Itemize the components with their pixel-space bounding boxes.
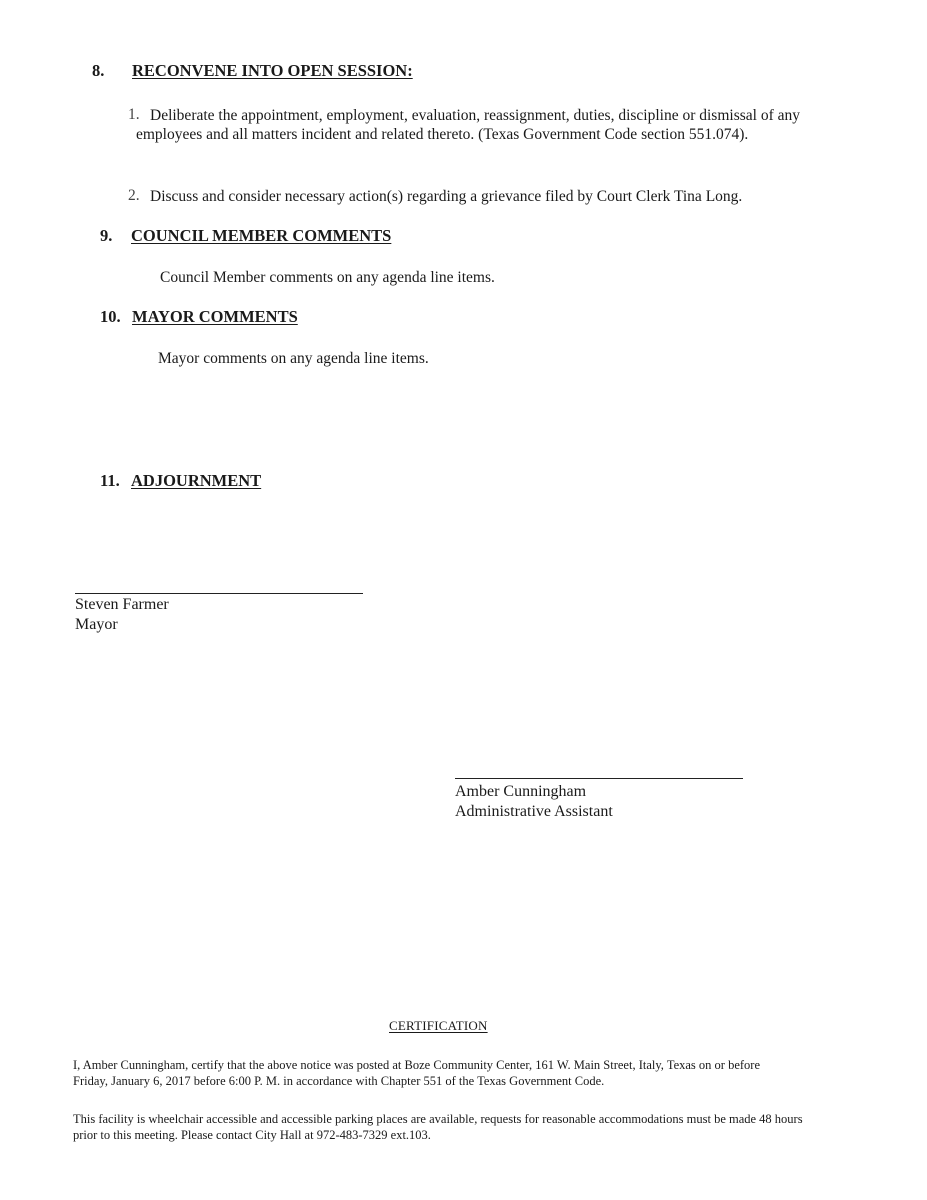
mayor-signature-line bbox=[75, 593, 363, 594]
agenda-item-text: Deliberate the appointment, employment, evaluation, reassignment, duties, discipline or dismissal of any employees and all matters incident and related thereto. (Texas Government Code section 551.074). bbox=[136, 107, 800, 143]
mayor-title: Mayor bbox=[75, 616, 118, 633]
section-title: RECONVENE INTO OPEN SESSION: bbox=[132, 61, 413, 80]
agenda-item-text: Discuss and consider necessary action(s) regarding a grievance filed by Court Clerk Tina Long. bbox=[150, 188, 743, 205]
section-title: COUNCIL MEMBER COMMENTS bbox=[131, 226, 392, 245]
accessibility-notice: This facility is wheelchair accessible and accessible parking places are available, requests for reasonable accommodations must be made 48 hours prior to this meeting. Please contact City Hall at 972-483-7329 ext.103. bbox=[73, 1112, 803, 1142]
agenda-item-number: 2. bbox=[128, 187, 140, 204]
section-title: MAYOR COMMENTS bbox=[132, 307, 298, 326]
section-number: 8. bbox=[92, 61, 105, 80]
section-number: 10. bbox=[100, 307, 121, 326]
certification-title: CERTIFICATION bbox=[389, 1018, 488, 1033]
agenda-item-number: 1. bbox=[128, 106, 140, 123]
certification-statement: I, Amber Cunningham, certify that the above notice was posted at Boze Community Center, 161 W. Main Street, Italy, Texas on or before Friday, January 6, 2017 before 6:00 P. M. in accordance with Chapter 551 of the Texas Government Code. bbox=[73, 1058, 761, 1088]
assistant-name: Amber Cunningham bbox=[455, 783, 587, 800]
section-title: ADJOURNMENT bbox=[131, 471, 262, 490]
section-body: Mayor comments on any agenda line items. bbox=[158, 350, 429, 367]
mayor-name: Steven Farmer bbox=[75, 596, 169, 613]
section-number: 11. bbox=[100, 471, 120, 490]
section-number: 9. bbox=[100, 226, 113, 245]
section-body: Council Member comments on any agenda line items. bbox=[160, 269, 495, 286]
assistant-signature-line bbox=[455, 778, 743, 779]
assistant-title: Administrative Assistant bbox=[455, 803, 613, 820]
